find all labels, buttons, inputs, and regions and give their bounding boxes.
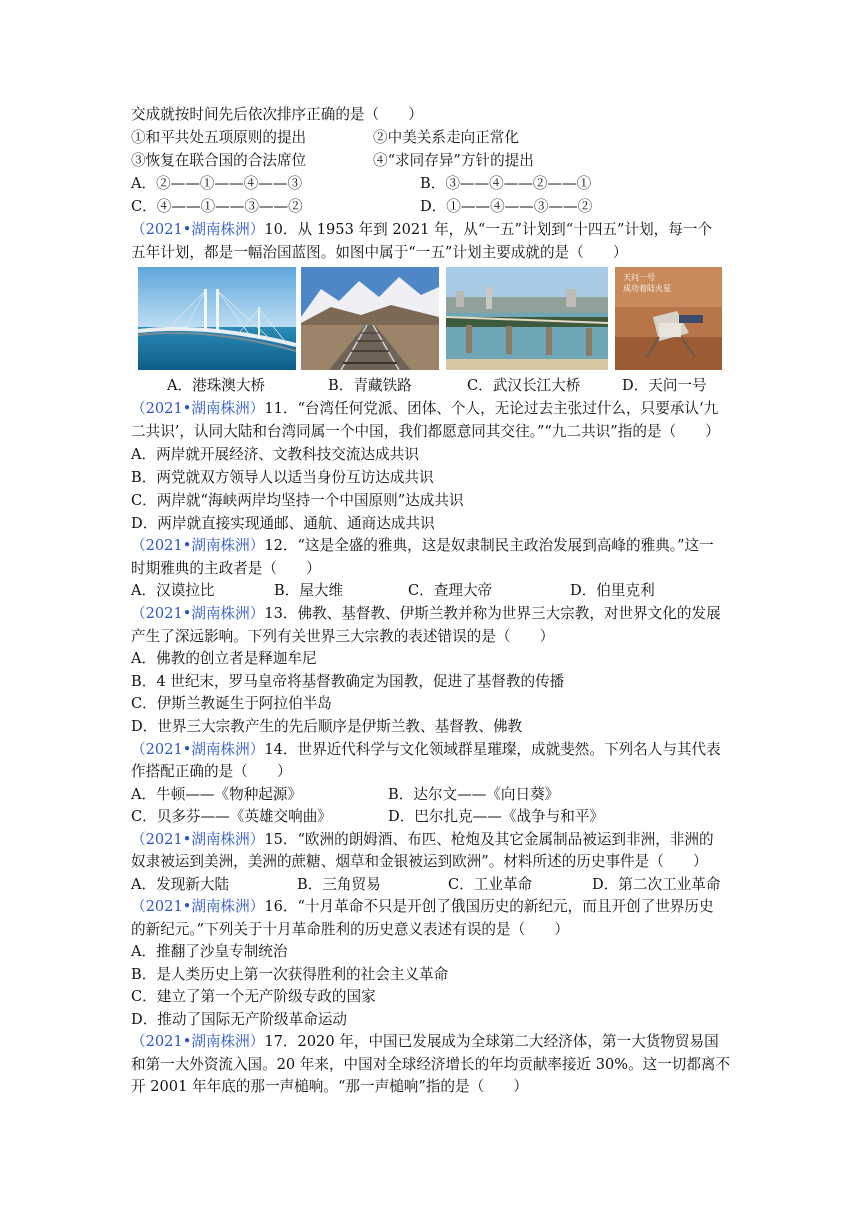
photo-tianwen-1 [615, 267, 722, 370]
q15-option-c: C．工业革命 [448, 876, 533, 893]
q9-item-4: ④“求同存异”方针的提出 [373, 152, 534, 169]
q15-option-d: D．第二次工业革命 [592, 876, 721, 893]
q13-option-a: A．佛教的创立者是释迦牟尼 [131, 650, 317, 667]
q14-option-a: A．牛顿——《物种起源》 [131, 786, 303, 803]
q15-line-1: （2021•湖南株洲）15．“欧洲的朗姆酒、布匹、枪炮及其它金属制品被运到非洲，非洲的 [131, 831, 714, 848]
q9-option-b: B．③——④——②——① [420, 175, 592, 192]
q16-option-c: C．建立了第一个无产阶级专政的国家 [131, 988, 376, 1005]
q12-line-1: （2021•湖南株洲）12．“这是全盛的雅典，这是奴隶制民主政治发展到高峰的雅典。”这一 [131, 537, 714, 554]
q9-option-c: C．④——①——③——② [131, 198, 303, 215]
q14-line-2: 作搭配正确的是（ ） [131, 763, 292, 780]
q13-line-1: （2021•湖南株洲）13．佛教、基督教、伊斯兰教并称为世界三大宗教，对世界文化的发展 [131, 605, 721, 622]
q13-option-d: D．世界三大宗教产生的先后顺序是伊斯兰教、基督教、佛教 [131, 718, 523, 735]
q10-line-2: 五年计划，都是一幅治国蓝图。如图中属于“一五”计划主要成就的是（ ） [131, 244, 628, 261]
q17-line-3: 开 2001 年年底的那一声槌响。“那一声槌响”指的是（ ） [131, 1078, 528, 1095]
photo-hongkong-zhuhai-macao-bridge [138, 267, 296, 370]
q14-source: （2021•湖南株洲） [131, 741, 265, 758]
q12-option-c: C．查理大帝 [408, 582, 493, 599]
q12-line-2: 时期雅典的主政者是（ ） [131, 560, 321, 577]
q9-item-3: ③恢复在联合国的合法席位 [131, 152, 307, 169]
q10-line-1: （2021•湖南株洲）10．从 1953 年到 2021 年，从“一五”计划到“十四五”计划，每一个 [131, 221, 713, 238]
q11-line-1: （2021•湖南株洲）11．“台湾任何党派、团体、个人，无论过去主张过什么，只要承认‘九 [131, 400, 719, 417]
q12-option-b: B．屋大维 [274, 582, 344, 599]
q9-stem: 交成就按时间先后依次排序正确的是（ ） [131, 106, 423, 123]
photo-qinghai-tibet-railway [301, 267, 439, 370]
q16-line-2: 的新纪元。”下列关于十月革命胜利的历史意义表述有误的是（ ） [131, 921, 569, 938]
q10-option-c: C．武汉长江大桥 [467, 377, 581, 394]
photo-wuhan-yangtze-bridge [446, 267, 608, 370]
q15-option-a: A．发现新大陆 [131, 876, 230, 893]
q11-source: （2021•湖南株洲） [131, 400, 265, 417]
q10-option-d: D．天问一号 [622, 377, 707, 394]
photo-d-caption-line-2: 成功着陆火星 [623, 284, 671, 293]
q12-option-d: D．伯里克利 [570, 582, 655, 599]
q11-option-a: A．两岸就开展经济、文教科技交流达成共识 [131, 446, 419, 463]
q17-line-1: （2021•湖南株洲）17．2020 年，中国已发展成为全球第二大经济体，第一大货物贸易国 [131, 1033, 719, 1050]
q10-source: （2021•湖南株洲） [131, 221, 265, 238]
q9-option-d: D．①——④——③——② [420, 198, 593, 215]
q13-option-b: B．4 世纪末，罗马皇帝将基督教确定为国教，促进了基督教的传播 [131, 673, 565, 690]
q15-line-2: 奴隶被运到美洲，美洲的蔗糖、烟草和金银被运到欧洲”。材料所述的历史事件是（ ） [131, 853, 708, 870]
photo-d-caption-line-1: 天问一号 [623, 273, 655, 282]
q10-option-a: A．港珠澳大桥 [167, 377, 266, 394]
q12-option-a: A．汉谟拉比 [131, 582, 215, 599]
q13-source: （2021•湖南株洲） [131, 605, 265, 622]
q11-option-b: B．两党就双方领导人以适当身份互访达成共识 [131, 469, 434, 486]
q14-option-b: B．达尔文——《向日葵》 [388, 786, 560, 803]
q16-source: （2021•湖南株洲） [131, 898, 265, 915]
q10-option-b: B．青藏铁路 [328, 377, 412, 394]
q9-item-1: ①和平共处五项原则的提出 [131, 129, 307, 146]
q9-option-a: A．②——①——④——③ [131, 175, 303, 192]
q11-option-d: D．两岸就直接实现通邮、通航、通商达成共识 [131, 515, 435, 532]
q14-option-c: C．贝多芬——《英雄交响曲》 [131, 808, 332, 825]
q16-option-d: D．推动了国际无产阶级革命运动 [131, 1011, 348, 1028]
q15-option-b: B．三角贸易 [297, 876, 381, 893]
q11-option-c: C．两岸就“海峡两岸均坚持一个中国原则”达成共识 [131, 492, 464, 509]
q11-line-2: 二共识’，认同大陆和台湾同属一个中国，我们都愿意同其交往。”“九二共识”指的是（ ） [131, 423, 720, 440]
q12-source: （2021•湖南株洲） [131, 537, 265, 554]
q9-item-2: ②中美关系走向正常化 [373, 129, 519, 146]
q17-source: （2021•湖南株洲） [131, 1033, 265, 1050]
q16-option-b: B．是人类历史上第一次获得胜利的社会主义革命 [131, 966, 449, 983]
q16-option-a: A．推翻了沙皇专制统治 [131, 943, 288, 960]
q13-option-c: C．伊斯兰教诞生于阿拉伯半岛 [131, 695, 332, 712]
q13-line-2: 产生了深远影响。下列有关世界三大宗教的表述错误的是（ ） [131, 628, 555, 645]
q16-line-1: （2021•湖南株洲）16．“十月革命不只是开创了俄国历史的新纪元，而且开创了世界历史 [131, 898, 714, 915]
q15-source: （2021•湖南株洲） [131, 831, 265, 848]
q17-line-2: 和第一大外资流入国。20 年来，中国对全球经济增长的年均贡献率接近 30%。这一切都离不 [131, 1056, 731, 1073]
q14-line-1: （2021•湖南株洲）14．世界近代科学与文化领域群星璀璨，成就斐然。下列名人与其代表 [131, 741, 721, 758]
q14-option-d: D．巴尔扎克——《战争与和平》 [388, 808, 605, 825]
